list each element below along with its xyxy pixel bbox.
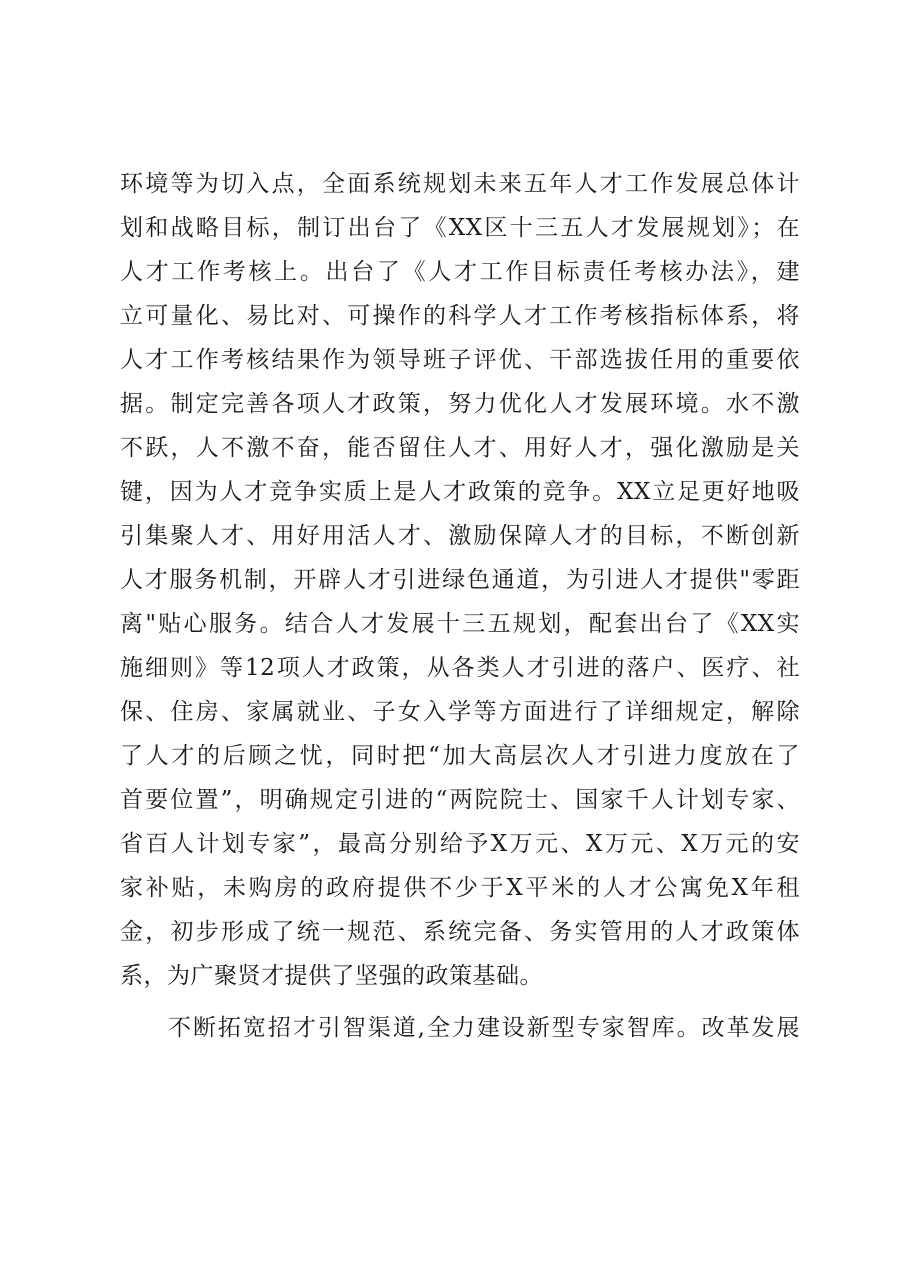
paragraph-line: 人才服务机制，开辟人才引进绿色通道，为引进人才提供"零距 [120,567,800,593]
paragraph-line: 据。制定完善各项人才政策，努力优化人才发展环境。水不激 [120,391,800,417]
document-body [120,162,800,1050]
paragraph-line: 了人才的后顾之忧，同时把“加大高层次人才引进力度放在了 [120,743,800,769]
paragraph-line: 首要位置”，明确规定引进的“两院院士、国家千人计划专家、 [120,787,800,813]
paragraph-line: 不断拓宽招才引智渠道,全力建设新型专家智库。改革发展 [168,1015,800,1041]
paragraph-line: 引集聚人才、用好用活人才、激励保障人才的目标，不断创新 [120,523,800,549]
paragraph-line: 人才工作考核上。出台了《人才工作目标责任考核办法》，建 [120,259,800,285]
paragraph-line: 键，因为人才竞争实质上是人才政策的竞争。XX立足更好地吸 [120,479,800,505]
paragraph-line: 立可量化、易比对、可操作的科学人才工作考核指标体系，将 [120,303,800,329]
paragraph-line: 金，初步形成了统一规范、系统完备、务实管用的人才政策体 [120,919,800,945]
paragraph-1 [120,162,800,998]
paragraph-line: 不跃，人不激不奋，能否留住人才、用好人才，强化激励是关 [120,435,800,461]
paragraph-2 [120,1006,800,1050]
paragraph-line: 省百人计划专家”，最高分别给予X万元、X万元、X万元的安 [120,831,800,857]
paragraph-line: 人才工作考核结果作为领导班子评优、干部选拔任用的重要依 [120,347,800,373]
paragraph-line-last: 系，为广聚贤才提供了坚强的政策基础。 [120,963,543,989]
paragraph-line: 划和战略目标，制订出台了《XX区十三五人才发展规划》；在 [120,215,800,241]
paragraph-line: 家补贴，未购房的政府提供不少于X平米的人才公寓免X年租 [120,875,800,901]
paragraph-line: 环境等为切入点，全面系统规划未来五年人才工作发展总体计 [120,171,800,197]
paragraph-line: 保、住房、家属就业、子女入学等方面进行了详细规定，解除 [120,699,800,725]
paragraph-line: 施细则》等12项人才政策，从各类人才引进的落户、医疗、社 [120,655,800,681]
paragraph-line: 离"贴心服务。结合人才发展十三五规划，配套出台了《XX实 [120,611,800,637]
paragraph-spacer [120,998,800,1006]
